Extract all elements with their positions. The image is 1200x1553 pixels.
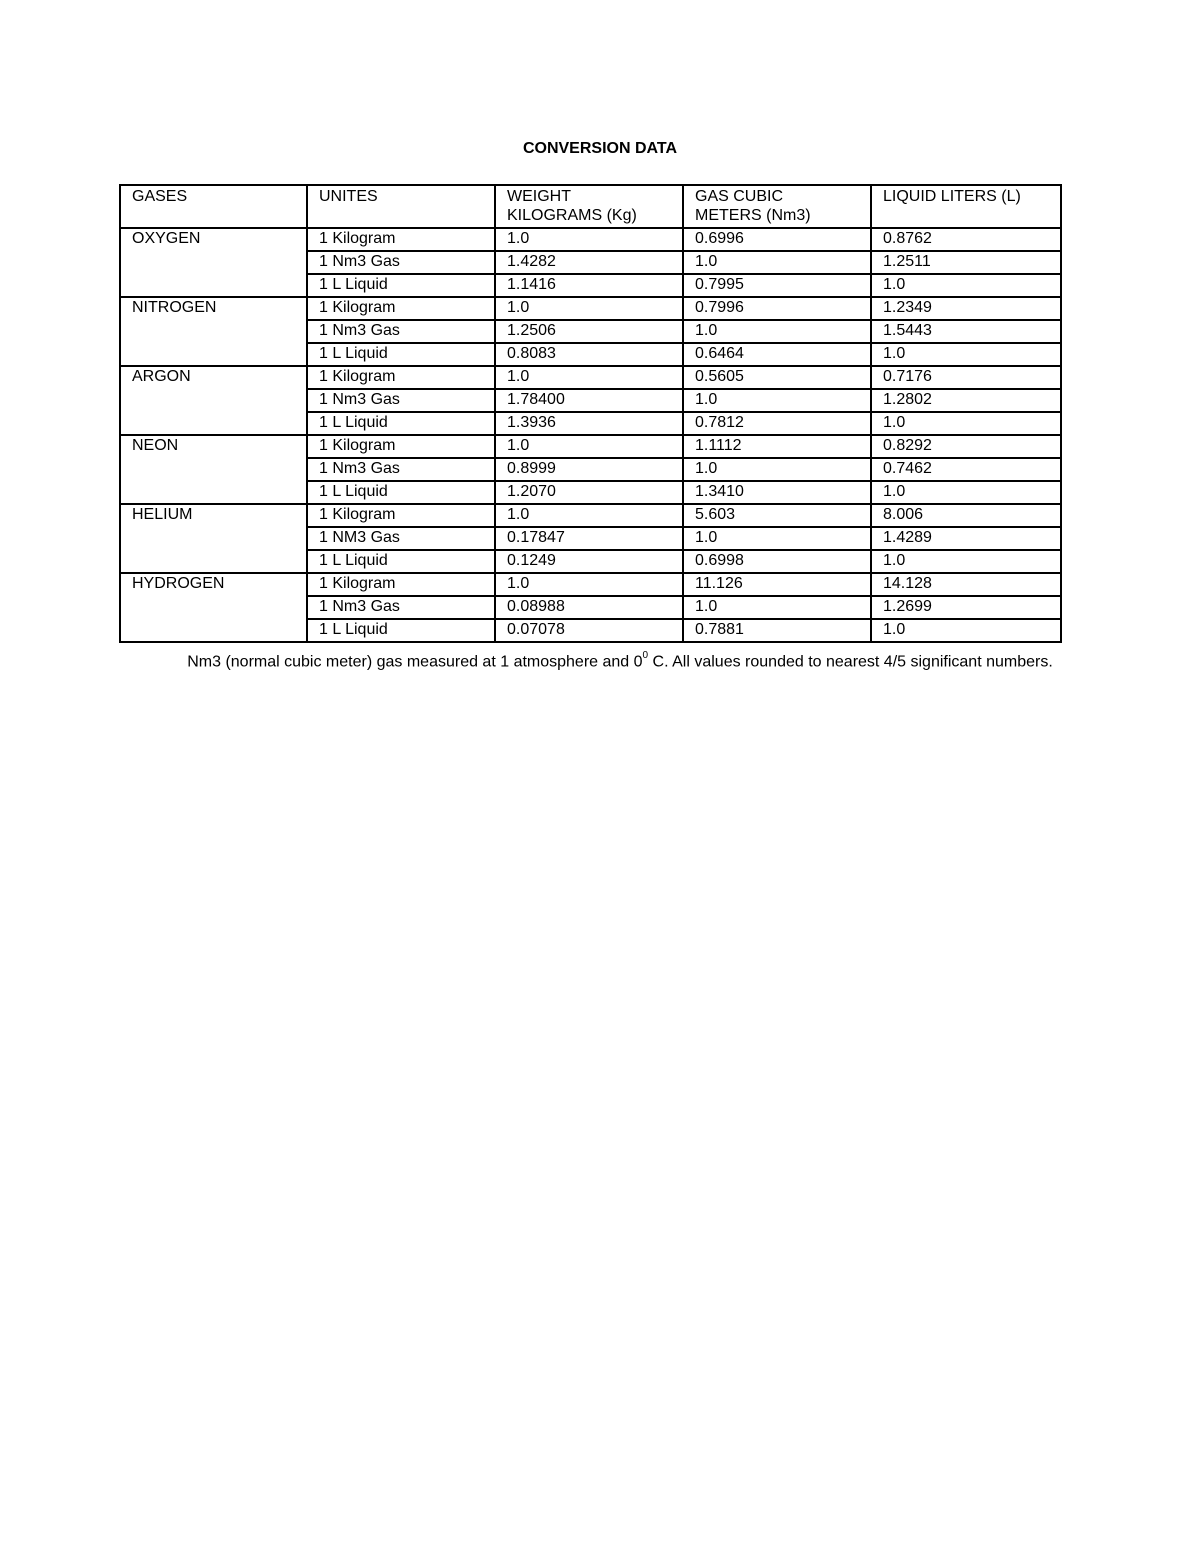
cell-kg: 1.2070	[495, 481, 683, 504]
cell-liters: 1.0	[871, 619, 1061, 642]
cell-nm3: 1.0	[683, 458, 871, 481]
table-row	[120, 297, 1061, 320]
cell-liters: 8.006	[871, 504, 1061, 527]
cell-unit: 1 L Liquid	[307, 481, 495, 504]
footnote: Nm3 (normal cubic meter) gas measured at 1 atmosphere and $0^0$ C. All values rounded to nearest 4/5 significant numbers.	[187, 650, 1053, 671]
cell-nm3: 1.0	[683, 527, 871, 550]
cell-liters: 1.2699	[871, 596, 1061, 619]
cell-unit: 1 Kilogram	[307, 504, 495, 527]
cell-kg: 0.07078	[495, 619, 683, 642]
cell-kg: 1.4282	[495, 251, 683, 274]
cell-liters: 1.0	[871, 481, 1061, 504]
cell-nm3: 1.0	[683, 320, 871, 343]
cell-kg: 1.0	[495, 435, 683, 458]
cell-liters: 0.8292	[871, 435, 1061, 458]
gas-name-cell: ARGON	[120, 366, 307, 435]
gas-name-cell: NEON	[120, 435, 307, 504]
cell-kg: 1.3936	[495, 412, 683, 435]
table-row	[120, 504, 1061, 527]
cell-liters: 1.2802	[871, 389, 1061, 412]
cell-nm3: 5.603	[683, 504, 871, 527]
table-body	[120, 228, 1061, 642]
cell-liters: 0.8762	[871, 228, 1061, 251]
cell-nm3: 11.126	[683, 573, 871, 596]
cell-liters: 1.0	[871, 274, 1061, 297]
cell-kg: 1.0	[495, 366, 683, 389]
cell-kg: 1.2506	[495, 320, 683, 343]
cell-unit: 1 Kilogram	[307, 366, 495, 389]
gas-name-cell: OXYGEN	[120, 228, 307, 297]
cell-kg: 1.1416	[495, 274, 683, 297]
cell-nm3: 0.5605	[683, 366, 871, 389]
cell-unit: 1 L Liquid	[307, 412, 495, 435]
cell-kg: 0.1249	[495, 550, 683, 573]
cell-unit: 1 Nm3 Gas	[307, 389, 495, 412]
cell-liters: 1.4289	[871, 527, 1061, 550]
table-header-row	[120, 185, 1061, 228]
cell-liters: 1.2349	[871, 297, 1061, 320]
cell-liters: 1.0	[871, 412, 1061, 435]
cell-kg: 1.0	[495, 228, 683, 251]
gas-name-cell: HELIUM	[120, 504, 307, 573]
cell-kg: 0.8999	[495, 458, 683, 481]
cell-unit: 1 NM3 Gas	[307, 527, 495, 550]
cell-unit: 1 Kilogram	[307, 435, 495, 458]
cell-nm3: 1.0	[683, 251, 871, 274]
cell-nm3: 1.0	[683, 596, 871, 619]
cell-unit: 1 L Liquid	[307, 274, 495, 297]
cell-liters: 14.128	[871, 573, 1061, 596]
cell-unit: 1 Kilogram	[307, 297, 495, 320]
cell-nm3: 1.3410	[683, 481, 871, 504]
cell-kg: 1.0	[495, 573, 683, 596]
page-title: CONVERSION DATA	[522, 140, 678, 157]
gas-name-cell: NITROGEN	[120, 297, 307, 366]
cell-liters: 1.0	[871, 343, 1061, 366]
cell-unit: 1 Kilogram	[307, 228, 495, 251]
cell-nm3: 0.6464	[683, 343, 871, 366]
cell-unit: 1 L Liquid	[307, 550, 495, 573]
conversion-table	[119, 184, 1062, 643]
header-liquid-liters: LIQUID LITERS (L)	[871, 185, 1061, 228]
cell-kg: 1.0	[495, 297, 683, 320]
cell-nm3: 0.7995	[683, 274, 871, 297]
cell-kg: 0.08988	[495, 596, 683, 619]
cell-kg: 1.0	[495, 504, 683, 527]
cell-unit: 1 Nm3 Gas	[307, 458, 495, 481]
table-row	[120, 228, 1061, 251]
cell-unit: 1 Nm3 Gas	[307, 596, 495, 619]
cell-liters: 0.7176	[871, 366, 1061, 389]
cell-unit: 1 Nm3 Gas	[307, 251, 495, 274]
cell-kg: 0.17847	[495, 527, 683, 550]
header-unites: UNITES	[307, 185, 495, 228]
cell-unit: 1 L Liquid	[307, 619, 495, 642]
gas-name-cell: HYDROGEN	[120, 573, 307, 642]
header-gas-cubic: GAS CUBIC METERS (Nm3)	[683, 185, 871, 228]
header-gases: GASES	[120, 185, 307, 228]
cell-kg: 1.78400	[495, 389, 683, 412]
cell-liters: 1.2511	[871, 251, 1061, 274]
table-row	[120, 366, 1061, 389]
cell-liters: 1.5443	[871, 320, 1061, 343]
cell-nm3: 0.7996	[683, 297, 871, 320]
cell-unit: 1 L Liquid	[307, 343, 495, 366]
cell-unit: 1 Kilogram	[307, 573, 495, 596]
cell-nm3: 1.1112	[683, 435, 871, 458]
cell-nm3: 0.7812	[683, 412, 871, 435]
cell-liters: 1.0	[871, 550, 1061, 573]
cell-nm3: 0.7881	[683, 619, 871, 642]
cell-unit: 1 Nm3 Gas	[307, 320, 495, 343]
cell-nm3: 0.6998	[683, 550, 871, 573]
cell-nm3: 1.0	[683, 389, 871, 412]
header-weight: WEIGHT KILOGRAMS (Kg)	[495, 185, 683, 228]
table-row	[120, 435, 1061, 458]
cell-kg: 0.8083	[495, 343, 683, 366]
table-row	[120, 573, 1061, 596]
cell-liters: 0.7462	[871, 458, 1061, 481]
cell-nm3: 0.6996	[683, 228, 871, 251]
